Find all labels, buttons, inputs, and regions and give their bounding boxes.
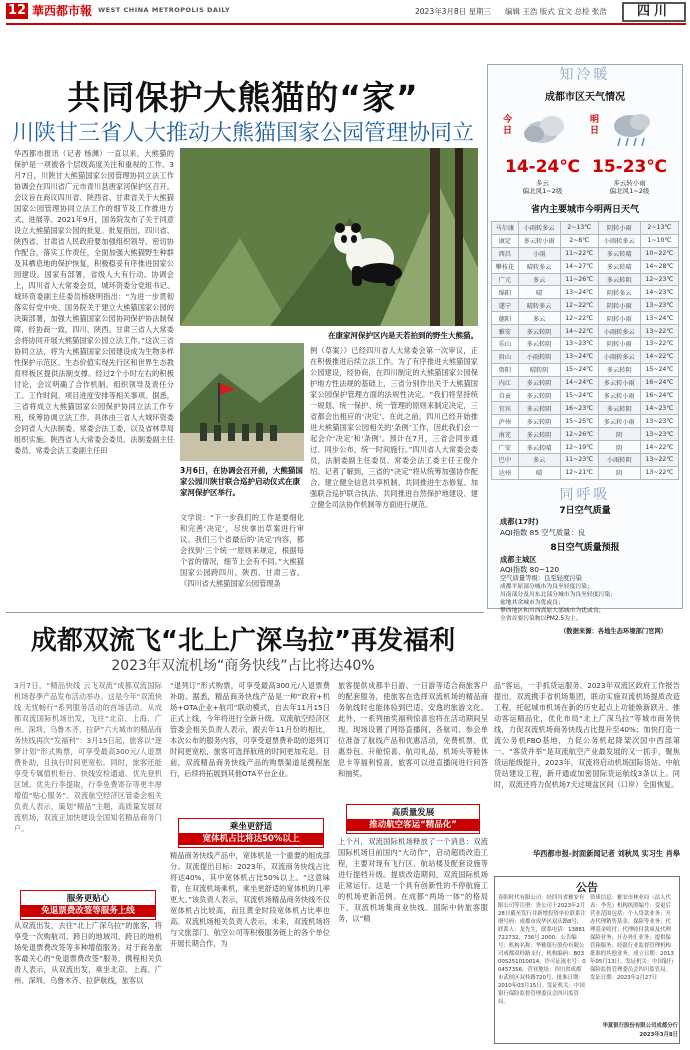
table-cell: 13~22℃ <box>640 454 678 467</box>
table-cell: 多云转阴 <box>518 338 560 351</box>
cloudy-icon <box>520 108 570 152</box>
table-cell: 南充 <box>492 428 519 441</box>
table-cell: 雅安 <box>492 325 519 338</box>
table-cell: 14~22℃ <box>640 441 678 454</box>
aq-title: 7日空气质量 <box>559 506 611 516</box>
table-row <box>492 350 679 363</box>
table-cell: 德阳 <box>492 312 519 325</box>
subhead-2: 乘坐更舒适 <box>229 822 273 832</box>
table-cell: 12~23℃ <box>640 273 678 286</box>
aq-grade: 空气质量等级：良至轻度污染 <box>500 575 582 582</box>
table-cell: 晴转阴 <box>518 363 560 376</box>
table-cell: 小雨转阴 <box>598 454 640 467</box>
subhead-2b: 宽体机占比将达50%以上 <box>179 833 323 845</box>
weather-title: 成都市区天气情况 <box>545 92 625 103</box>
table-cell: 绵阳 <box>492 286 519 299</box>
table-cell: 16~23℃ <box>560 402 598 415</box>
subhead-1: 服务更贴心 <box>66 894 110 904</box>
table-cell: 13~23℃ <box>560 338 598 351</box>
section-tag: 四川 <box>622 2 686 22</box>
header-rule <box>6 23 686 25</box>
table-cell: 攀枝花 <box>492 260 519 273</box>
paper-logo: 華西都市報 <box>32 4 93 18</box>
table-row <box>492 312 679 325</box>
table-row <box>492 338 679 351</box>
table-cell: 13~24℃ <box>640 312 678 325</box>
table-cell: 11~23℃ <box>560 454 598 467</box>
table-cell: 多云转阴 <box>598 273 640 286</box>
table-cell: 多云 <box>518 312 560 325</box>
table-cell: 16~24℃ <box>640 376 678 389</box>
today-wind: 偏北风1~2级 <box>522 187 563 195</box>
aq-note-4: 攀西地区和川西高原大部城市为优或良； <box>500 608 605 614</box>
table-cell: 15~24℃ <box>560 363 598 376</box>
table-row <box>492 415 679 428</box>
table-cell: 晴转多云 <box>518 260 560 273</box>
subhead-3b: 推动航空客运“精品化” <box>347 819 479 831</box>
table-cell: 阴转小雨 <box>598 299 640 312</box>
table-cell: 2~8℃ <box>560 234 598 247</box>
aq-city-1: 成都(17时) <box>500 517 539 526</box>
table-cell: 小雨转多云 <box>598 350 640 363</box>
story1-subheadline: 川陕甘三省人大推动大熊猫国家公园管理协同立 <box>11 121 474 146</box>
table-cell: 多云转小雨 <box>518 234 560 247</box>
subhead-1b: 免退票费改签等服务上线 <box>21 905 155 917</box>
city-weather-table <box>491 221 679 480</box>
table-row <box>492 222 679 235</box>
table-row <box>492 389 679 402</box>
story2-column-4: 品”客运，一手抓货运服务。2023年双流区政府工作报告提出，双流携手省机场集团，联动实施双流机场提质改造工程，托起城市机场在新的历史起点上功能焕新跃升。推动客运精品化，优化布局“北上广深乌拉”等城市商务快线，力促双流机场商务快线占比提升至40%；加快打造一流公务机FBO基地，力促公务机起降架次国中西部第一。“客货并举”是双流航空产业最发展的又一抓手，聚焦货运能级提升，2023年，双流将启动机场国际货站、中航货站建设工程，新开通或加密国际货运航线3条以上。同时，双流还将力促机场7天过境盆区间（口岸）全面恢复。 <box>494 681 680 789</box>
panda-photo-caption: 在康家河保护区内是天若拍到的野生大熊猫。 <box>328 331 478 340</box>
table-cell: 14~22℃ <box>560 325 598 338</box>
table-cell: 14~23℃ <box>640 402 678 415</box>
table-cell: 晴转多云 <box>518 299 560 312</box>
table-cell: 1~10℃ <box>640 234 678 247</box>
aq-note-2: 川南部分及川东北部分城市为良至轻度污染； <box>500 592 616 598</box>
city-weather-grid <box>491 221 679 480</box>
table-cell: 多云转阴 <box>518 389 560 402</box>
table-cell: 10~22℃ <box>640 247 678 260</box>
story1-column-1: 华西都市报讯（记者 杨渊）一直以来，大熊猫的保护是一项被各个层级高度关注和重视的工作。3月7日，川陕甘大熊猫国家公园管理协同立法工作协调会在四川省广元市青川县唐家河保护区召开。会议旨在商议四川省、陕西省、甘肃省关于大熊猫国家公园管理协同立法工作的细节及工作推进方式、进展等。2021年9月，国务院发布了关于同意设立大熊猫国家公园的批复。批复指出，四川省、陕西省、甘肃省人民政府要加强组织领导，密切协作配合，落实工作责任，全面加强大熊猫野生种群及其栖息地的保护恢复，积极稳妥有序推进国家公园建设。国家有部署，省级人大有行动。协调会上，四川省人大常委会员，城环资委分党组书记、城环资委副主任委员杨晓明指出：“为进一步贯彻落实好党中央、国务院关于建立大熊猫国家公园的决策部署，加强大熊猫国家公园协同保护协法制保障，经协商一致，四川、陕西、甘肃三省人大常委会将协同开展大熊猫国家公园立法工作。”这次三省协同立法，将为大熊猫国家公园建设成为生物多样性保护示范区、生态价值实现先行区和世界生态教育样板区提供法制支撑。经过2个小时左右的积极讨论，会议明确了合作机制、组织领导及责任分工、工作时间、项目进度安排等相关事项。据悉，三省将成立大熊猫国家公园保护协同立法工作专班，统筹协调立法工作。具体由三省人大城环资委会同省人大法制委、常委会法工委，以及省林草局组织实施。陕西省人大常委会委员、法制委副主任委员、常委会法工委副主任田 <box>14 149 174 455</box>
table-cell: 多云转晴 <box>598 247 640 260</box>
today-label: 今日 <box>503 115 513 136</box>
page-number: 12 <box>7 3 27 18</box>
table-cell: 11~22℃ <box>560 247 598 260</box>
table-cell: 15~25℃ <box>560 415 598 428</box>
table-row <box>492 466 679 479</box>
paper-name-en: WEST CHINA METROPOLIS DAILY <box>98 6 231 14</box>
notice-date: 2023年3月8日 <box>639 1032 678 1038</box>
aq-city-2: 成都主城区 <box>500 555 537 564</box>
table-cell: 11~26℃ <box>560 273 598 286</box>
table-cell: 内江 <box>492 376 519 389</box>
tomorrow-label: 明日 <box>590 115 600 136</box>
table-row <box>492 273 679 286</box>
story1-column-4: 例（草案）》已经四川省人大常委会第一次审议，正在积极推进后续立法工作。为了有序推进大熊猫国家公园建设，经协商，在四川制定的大熊猫国家公园保护地方性法规的基础上，三省分别作出关于大熊猫国家公园保护管理方面的法规性决定。“我们将坚持统一规划、统一保护、统一管理的原则来制定决定，三省都会出相应的‘决定’。在此之前，四川已经开始推进大熊猫国家公园相关的‘条例’工作，因此我们会一起会介‘决定’和‘条例’。预计在7月，三省会同步通过、同步公布，统一时间施行。”四川省人大常委会委员，法制委副主任委员、常委会法工委主任王俊介绍。记者了解到，三省的“决定”将从统筹加强协作配合、建立健全信息共享机制、共同推进生态修复、加强联合巡护联合执法、共同推进自然保护地建设、建立健全司法协作机制等方面进行规范。 <box>310 346 478 509</box>
table-row <box>492 234 679 247</box>
table-cell: 阴转多云 <box>598 286 640 299</box>
table-cell: 13~23℃ <box>640 299 678 312</box>
story2-column-2a: “退列订”形式购票，可享受最高300元/人退票费补助。据悉，精品商务快线产品是一种“政府+机场+OTA企业+航司”联动模式，自去年11月15日正式上线，今年将进行全新升级。双流航空经济区管委会相关负责人表示，跟去年11月份的相比，本次公布的服务内容，可享受退票费补助的退列订时间更宽松，旅客可选择航班的时间更加充足。目前，双流精品商务快线产品的购票渠道是携程旅行，后续将拓展到其他OTA平台企业。 <box>170 681 330 778</box>
story2-column-3b: 上个月，双流国际机场释放了一个消息：双流国际机场目前国内“大动作”，启动超质改造工程，主要对现有飞行区、航站楼及配套设施等进行提档升级。提质改造期间，双流国际机场正常运行。这是一个具有创新性的不停航施工的机场更新范例。在成都“两场一体”的格局下，双流机场集商业快线、国际中转旅客服务，以“精 <box>338 837 488 923</box>
patrol-photo <box>180 343 304 461</box>
table-row <box>492 325 679 338</box>
table-cell: 15~24℃ <box>640 363 678 376</box>
table-cell: 巴中 <box>492 454 519 467</box>
weather-banner: 知冷暖 <box>559 67 611 83</box>
divider <box>6 612 484 613</box>
table-cell: 12~22℃ <box>560 299 598 312</box>
tomorrow-temperature: 15-23℃ <box>592 157 667 177</box>
aq-forecast-title: 8日空气质量预报 <box>550 543 620 553</box>
table-cell: 多云 <box>518 454 560 467</box>
table-cell: 16~24℃ <box>640 389 678 402</box>
table-cell: 13~24℃ <box>560 286 598 299</box>
table-cell: 小雨 <box>518 247 560 260</box>
table-cell: 多云转晴 <box>518 441 560 454</box>
tomorrow-desc: 多云转小雨 <box>613 179 646 187</box>
table-cell: 12~19℃ <box>560 441 598 454</box>
table-cell: 多云转小雨 <box>598 389 640 402</box>
table-cell: 13~22℃ <box>640 325 678 338</box>
table-cell: 12~22℃ <box>560 312 598 325</box>
table-cell: 小雨转阴 <box>518 350 560 363</box>
table-cell: 多云转阴 <box>518 325 560 338</box>
table-cell: 多云转阴 <box>598 402 640 415</box>
table-cell: 遂宁 <box>492 299 519 312</box>
panda-illustration <box>180 148 478 326</box>
table-cell: 乐山 <box>492 338 519 351</box>
notice-title: 公告 <box>576 881 598 894</box>
issue-date: 2023年3月8日 星期三 <box>415 7 492 16</box>
story2-column-3a: 旅客提供成都半日游、一日游等适合商旅客户的配套服务，使旅客在选择双流机场的精品商务航线时也能体验到巴适、安逸的旅游文化。此外，一系列抽奖福利惊喜也将在活动期间呈现。现场设置了网络直播间，各航司、参会单位准备了航线产品和优惠活动，免费机票、优惠券包、升舱惊喜、航司礼品、机场头等舱休息卡等福利惊喜，旅客可以进直播间进行问答和抽奖。 <box>338 681 488 778</box>
table-cell: 13~22℃ <box>640 466 678 479</box>
table-row <box>492 286 679 299</box>
aq-note-1: 成都平原部分城市为良至轻度污染； <box>500 584 593 590</box>
story2-headline: 成都双流飞“北上广深乌拉”再发福利 <box>30 626 456 656</box>
table-cell: 12~21℃ <box>560 466 598 479</box>
notice-left-text: 春阳时代有限公司：经四川省雅安有限公司等注册：贵公司于2023年2月28日截至发行并新增投资单位联系注册号码：成都市成华区双庆路8号，联系人：龙先生，联系电话：13881722732、736号 2000。公告编号：机构名称：华雅银行股份有限公司成都双桂路支行，机构编码：B0300S251010014，许可证流水号：00457356，营业地址：四川省成都市武侯区双桂路720号，批准日期：2010年03月15日。发证机关：中国银行保险监督管理委员会四川监管局。 <box>498 895 586 1005</box>
table-cell: 2~13℃ <box>640 222 678 235</box>
subhead-2-box <box>178 818 324 848</box>
table-row <box>492 376 679 389</box>
table-cell: 阴转小雨 <box>598 338 640 351</box>
aq-note-5: 全省首要污染物以PM2.5为主。 <box>500 616 582 622</box>
table-cell: 小雨转多云 <box>598 325 640 338</box>
table-cell: 13~23℃ <box>640 415 678 428</box>
aq-reading-2: AQI指数 80~120 <box>500 565 559 574</box>
table-row <box>492 299 679 312</box>
table-cell: 康定 <box>492 234 519 247</box>
table-row <box>492 260 679 273</box>
table-cell: 13~24℃ <box>560 350 598 363</box>
notice-right-text: 资质信息：雅安市林业局（法人代表：李光）机构执照编号：变更后营业范围包括：个人贷款业务；开办代理销售基金、保险等业务；代理基金收付；代理收付款项及代理保险业务；开办外汇业务；提供保管箱服务；经银行业监督管理机构批准的其他业务。成立日期：2013年05月13日。发证机关：中国银行保险监督管理委员会四川监管局。发证日期：2023年2月27日 <box>590 895 674 981</box>
table-cell: 12~26℃ <box>560 428 598 441</box>
table-cell: 宜宾 <box>492 402 519 415</box>
table-cell: 眉山 <box>492 350 519 363</box>
table-cell: 多云转阴 <box>518 402 560 415</box>
table-cell: 多云转阴 <box>518 376 560 389</box>
table-cell: 阴转小雨 <box>598 222 640 235</box>
editors-line: 编辑 王浩 版式 宜文 总检 张浩 <box>505 7 607 16</box>
table-cell: 多云转阴 <box>598 363 640 376</box>
table-row <box>492 454 679 467</box>
table-cell: 马尔康 <box>492 222 519 235</box>
table-cell: 晴 <box>518 286 560 299</box>
table-cell: 多云转阴 <box>518 428 560 441</box>
aq-source: （数据来源：各地生态环境部门官网） <box>560 628 668 635</box>
table-cell: 达州 <box>492 466 519 479</box>
aq-banner: 同呼吸 <box>559 487 611 503</box>
story1-column-3: 文学说：“下一步我们的工作是要细化和完善‘决定’，尽快拿出草案进行审议。我们三个省最后的‘决定’内容，都会找到‘三个统一’原则来规定，根据每个省的情况，细节上会有不同。”大熊猫国家公园跨四川、陕西、甘肃三省。《四川省大熊猫国家公园管理条 <box>180 513 304 588</box>
table-row <box>492 441 679 454</box>
table-cell: 阴 <box>598 428 640 441</box>
story1-headline: 共同保护大熊猫的“家” <box>67 78 419 117</box>
table-row <box>492 428 679 441</box>
table-cell: 13~22℃ <box>640 338 678 351</box>
table-cell: 小雨转多云 <box>518 222 560 235</box>
patrol-illustration <box>180 343 304 461</box>
table-cell: 泸州 <box>492 415 519 428</box>
table-row <box>492 247 679 260</box>
table-cell: 西昌 <box>492 247 519 260</box>
table-cell: 广元 <box>492 273 519 286</box>
table-cell: 小雨转多云 <box>598 234 640 247</box>
table-cell: 14~24℃ <box>560 376 598 389</box>
table-cell: 14~27℃ <box>560 260 598 273</box>
panda-photo <box>180 148 478 326</box>
table-cell: 13~23℃ <box>640 428 678 441</box>
table-cell: 15~24℃ <box>560 389 598 402</box>
story2-subheadline: 2023年双流机场“商务快线”占比将达40% <box>111 658 375 674</box>
table-cell: 多云转小雨 <box>598 376 640 389</box>
table-cell: 晴 <box>518 466 560 479</box>
table-cell: 阴 <box>598 466 640 479</box>
table-cell: 自贡 <box>492 389 519 402</box>
patrol-photo-caption: 3月6日，在协调会召开前，大熊猫国家公园川陕甘联合巡护启动仪式在康家河保护区举行。 <box>180 466 303 497</box>
table-cell: 多云转阴 <box>518 415 560 428</box>
city-table-title: 省内主要城市今明两日天气 <box>530 205 639 215</box>
table-cell: 阴 <box>598 441 640 454</box>
table-cell: 资阳 <box>492 363 519 376</box>
table-cell: 多云转小雨 <box>598 415 640 428</box>
aq-reading-1: AQI指数 85 空气质量：良 <box>500 528 586 537</box>
table-cell: 14~22℃ <box>640 350 678 363</box>
story2-byline: 华西都市报-封面新闻记者 刘秋凤 实习生 肖皋 <box>532 849 680 858</box>
table-cell: 多云 <box>518 273 560 286</box>
subhead-1-box <box>20 890 156 920</box>
story2-column-1a: 3月7日，“精品快线 云飞双流”成都双流国际机场春季产品发布活动举办。这是今年“双流快线 无忧畅行”系列服务活动的首场活动。从成都双流国际机场出发，飞往“北京、上海、广州、深圳、乌鲁木齐、拉萨”六大城市的精品商务快线再次“发福利”：3月15日起，旅客以“逐梦计划”形式购票，可享受最高300元/人退票费补助，且执行时间更宽松。同时，旅客还能享受专属值机柜台、快线安检通道、优先登机区域、优先行李提取，行李免费寄存等更丰厚增值“贴心服务”。双流航空经济区管委会相关负责人表示，策划“精品”主题，高质量发展双流机场，双流正加快建设全国知名精品商务门户。 <box>14 681 162 833</box>
today-desc: 多云 <box>536 179 549 187</box>
story2-column-1b: 从双流出发，去往“北上广深乌拉”的旅客，将享受一次购航司、跨日的地域司、跨日的地机场免退票费改签等多种增值服务。对于商务旅客最关心的“免退票费改签”服务，携程相关负责人表示，从双流出发，乘坐北京、上海、广州、深圳、乌鲁木齐、拉萨航线，旅客以 <box>14 921 162 985</box>
table-cell: 2~13℃ <box>560 222 598 235</box>
table-cell: 阴转小雨 <box>598 312 640 325</box>
notice-signature: 华夏银行股份有限公司成都分行 <box>602 1023 678 1029</box>
today-temperature: 14-24℃ <box>505 157 580 177</box>
table-cell: 14~23℃ <box>640 286 678 299</box>
subhead-3-box <box>346 804 480 834</box>
tomorrow-wind: 偏北风1~2级 <box>609 187 650 195</box>
table-cell: 14~28℃ <box>640 260 678 273</box>
aq-note-3: 盆地其余城市为优或良； <box>500 600 564 606</box>
table-row <box>492 402 679 415</box>
table-cell: 广安 <box>492 441 519 454</box>
subhead-3: 高质量发展 <box>391 808 435 818</box>
table-row <box>492 363 679 376</box>
cloud-rain-icon <box>606 108 656 152</box>
table-cell: 多云转晴 <box>598 260 640 273</box>
story2-column-2b: 精品商务快线产品中，宽体机是一个重要的组成部分。双流提出目标：2023年，双流商务快线占比将达40%，其中宽体机占比50%以上。“这意味着，在双流机场乘机，乘坐更舒适的宽体机的几率更大。”该负责人表示，双流机场精品商务快线不仅宽体机占比较高，而且黄金时段宽体机占比率也高。双流机场相关负责人表示，未来，双流机场将与文旅部门、航空公司等积极服务链上的各个单位开展长期合作，为 <box>170 851 330 948</box>
